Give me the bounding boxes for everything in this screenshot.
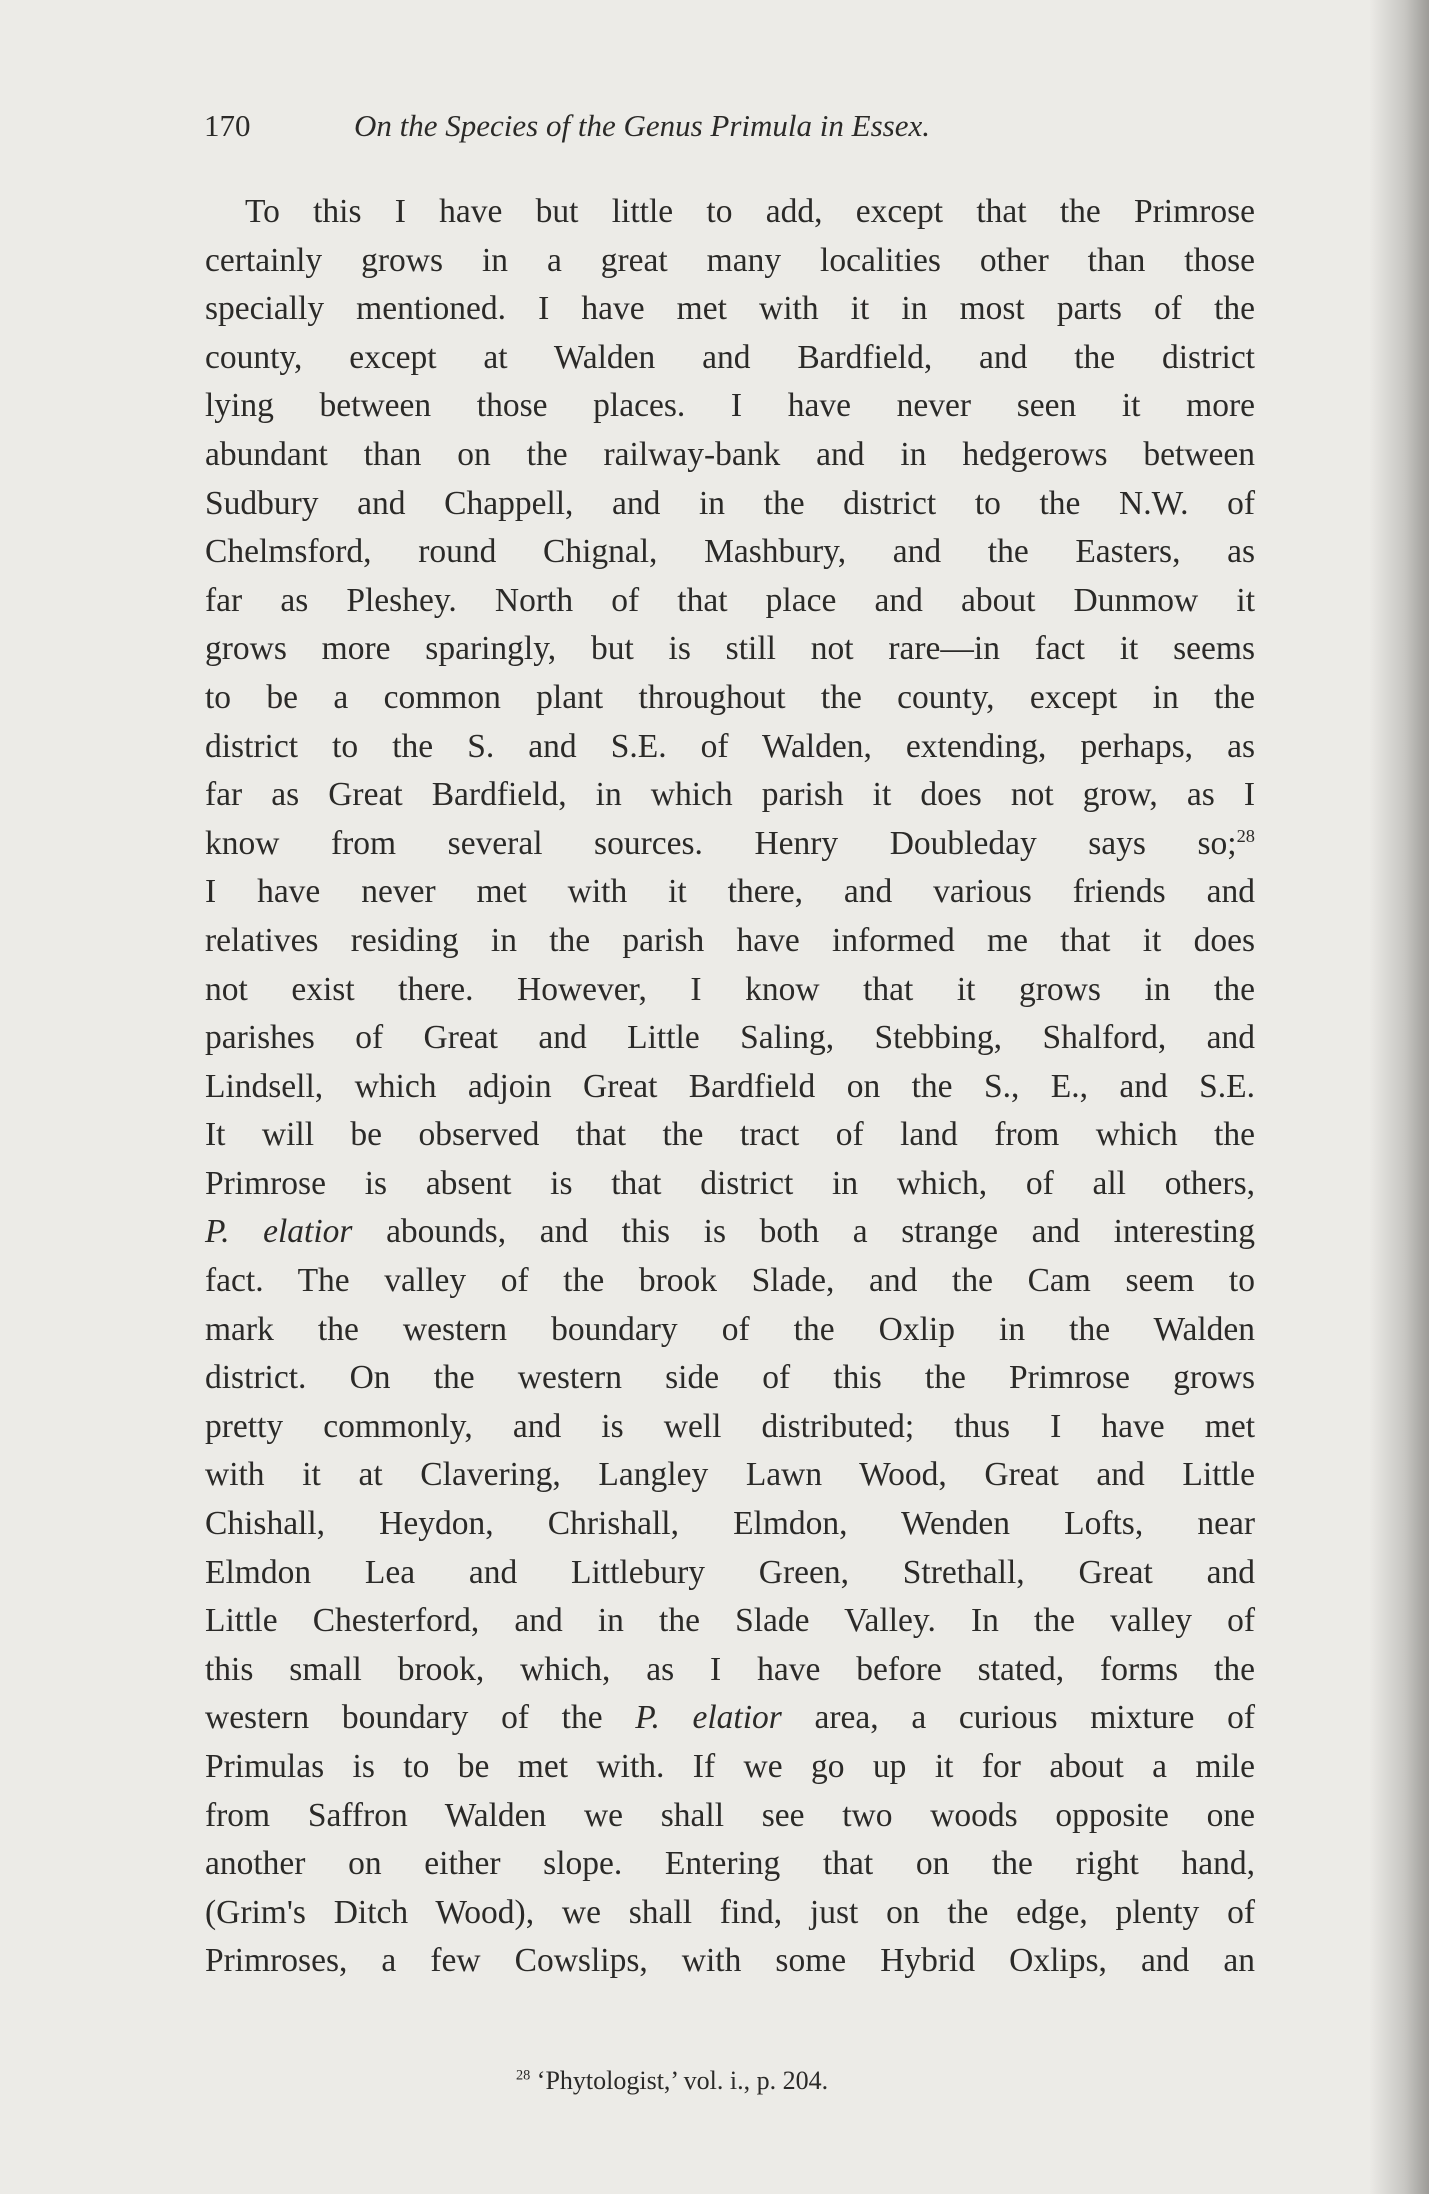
text-line: with it at Clavering, Langley Lawn Wood, Great and Little	[205, 1456, 1255, 1494]
footnote-reference: 28	[1236, 825, 1255, 846]
text-line: relatives residing in the parish have informed me that it does	[205, 921, 1255, 959]
text-line: pretty commonly, and is well distributed; thus I have met	[205, 1407, 1255, 1445]
text-line: county, except at Walden and Bardfield, and the district	[205, 338, 1255, 376]
text-line-with-italic	[205, 1208, 1255, 1257]
text-segment: western boundary of the	[205, 1699, 603, 1737]
body-paragraph	[205, 188, 1255, 1986]
text-line: fact. The valley of the brook Slade, and the Cam seem to	[205, 1262, 1255, 1300]
text-line: Sudbury and Chappell, and in the district to the N.W. of	[205, 484, 1255, 522]
text-line-with-italic	[205, 1694, 1255, 1743]
page-header	[204, 108, 1254, 144]
text-line: Lindsell, which adjoin Great Bardfield on the S., E., and S.E.	[205, 1067, 1255, 1105]
text-line: far as Great Bardfield, in which parish it does not grow, as I	[205, 776, 1255, 814]
species-name-italic: P. elatior	[205, 1213, 353, 1251]
species-name-italic: P. elatior	[635, 1699, 782, 1737]
text-segment: abounds, and this is both a strange and interesting	[386, 1213, 1255, 1251]
text-line: this small brook, which, as I have before stated, forms the	[205, 1650, 1255, 1688]
text-line: abundant than on the railway-bank and in hedgerows between	[205, 435, 1255, 473]
text-line: certainly grows in a great many localities other than those	[205, 241, 1255, 279]
footnote-mark: 28	[516, 2067, 531, 2084]
text-line: I have never met with it there, and various friends and	[205, 873, 1255, 911]
text-line: To this I have but little to add, except that the Primrose	[245, 193, 1255, 230]
text-line: It will be observed that the tract of land from which the	[205, 1116, 1255, 1154]
text-line: Primulas is to be met with. If we go up it for about a mile	[205, 1748, 1255, 1785]
text-line: from Saffron Walden we shall see two woods opposite one	[205, 1796, 1255, 1834]
page-number: 170	[204, 108, 251, 143]
text-line: parishes of Great and Little Saling, Stebbing, Shalford, and	[205, 1019, 1255, 1057]
text-line: specially mentioned. I have met with it in most parts of the	[205, 290, 1255, 328]
text-line-with-footnote	[205, 820, 1255, 869]
text-line: to be a common plant throughout the county, except in the	[205, 678, 1255, 716]
text-segment: area, a curious mixture of	[814, 1699, 1256, 1737]
text-segment: know from several sources. Henry Doubleday says so;	[205, 824, 1237, 862]
text-line: another on either slope. Entering that on the right hand,	[205, 1845, 1255, 1883]
text-line: far as Pleshey. North of that place and about Dunmow it	[205, 581, 1255, 619]
text-line: lying between those places. I have never seen it more	[205, 387, 1255, 425]
text-line: Primroses, a few Cowslips, with some Hybrid Oxlips, and an	[205, 1942, 1255, 1980]
text-line: not exist there. However, I know that it grows in the	[205, 970, 1255, 1008]
text-line: grows more sparingly, but is still not rare—in fact it seems	[205, 630, 1255, 668]
text-line: (Grim's Ditch Wood), we shall find, just on the edge, plenty of	[205, 1893, 1255, 1931]
footnote	[516, 2066, 828, 2096]
page-edge-shadow	[1369, 0, 1429, 2194]
text-line: Primrose is absent is that district in which, of all others,	[205, 1164, 1255, 1202]
text-line: Chelmsford, round Chignal, Mashbury, and the Easters, as	[205, 533, 1255, 571]
text-line: mark the western boundary of the Oxlip in the Walden	[205, 1310, 1255, 1348]
text-line: Chishall, Heydon, Chrishall, Elmdon, Wenden Lofts, near	[205, 1505, 1255, 1543]
running-title: On the Species of the Genus Primula in Essex.	[354, 108, 930, 143]
text-line: Elmdon Lea and Littlebury Green, Strethall, Great and	[205, 1553, 1255, 1591]
text-line: district to the S. and S.E. of Walden, extending, perhaps, as	[205, 727, 1255, 765]
text-line: Little Chesterford, and in the Slade Valley. In the valley of	[205, 1602, 1255, 1640]
footnote-text: ‘Phytologist,’ vol. i., p. 204.	[536, 2066, 829, 2095]
text-line: district. On the western side of this the Primrose grows	[205, 1359, 1255, 1397]
